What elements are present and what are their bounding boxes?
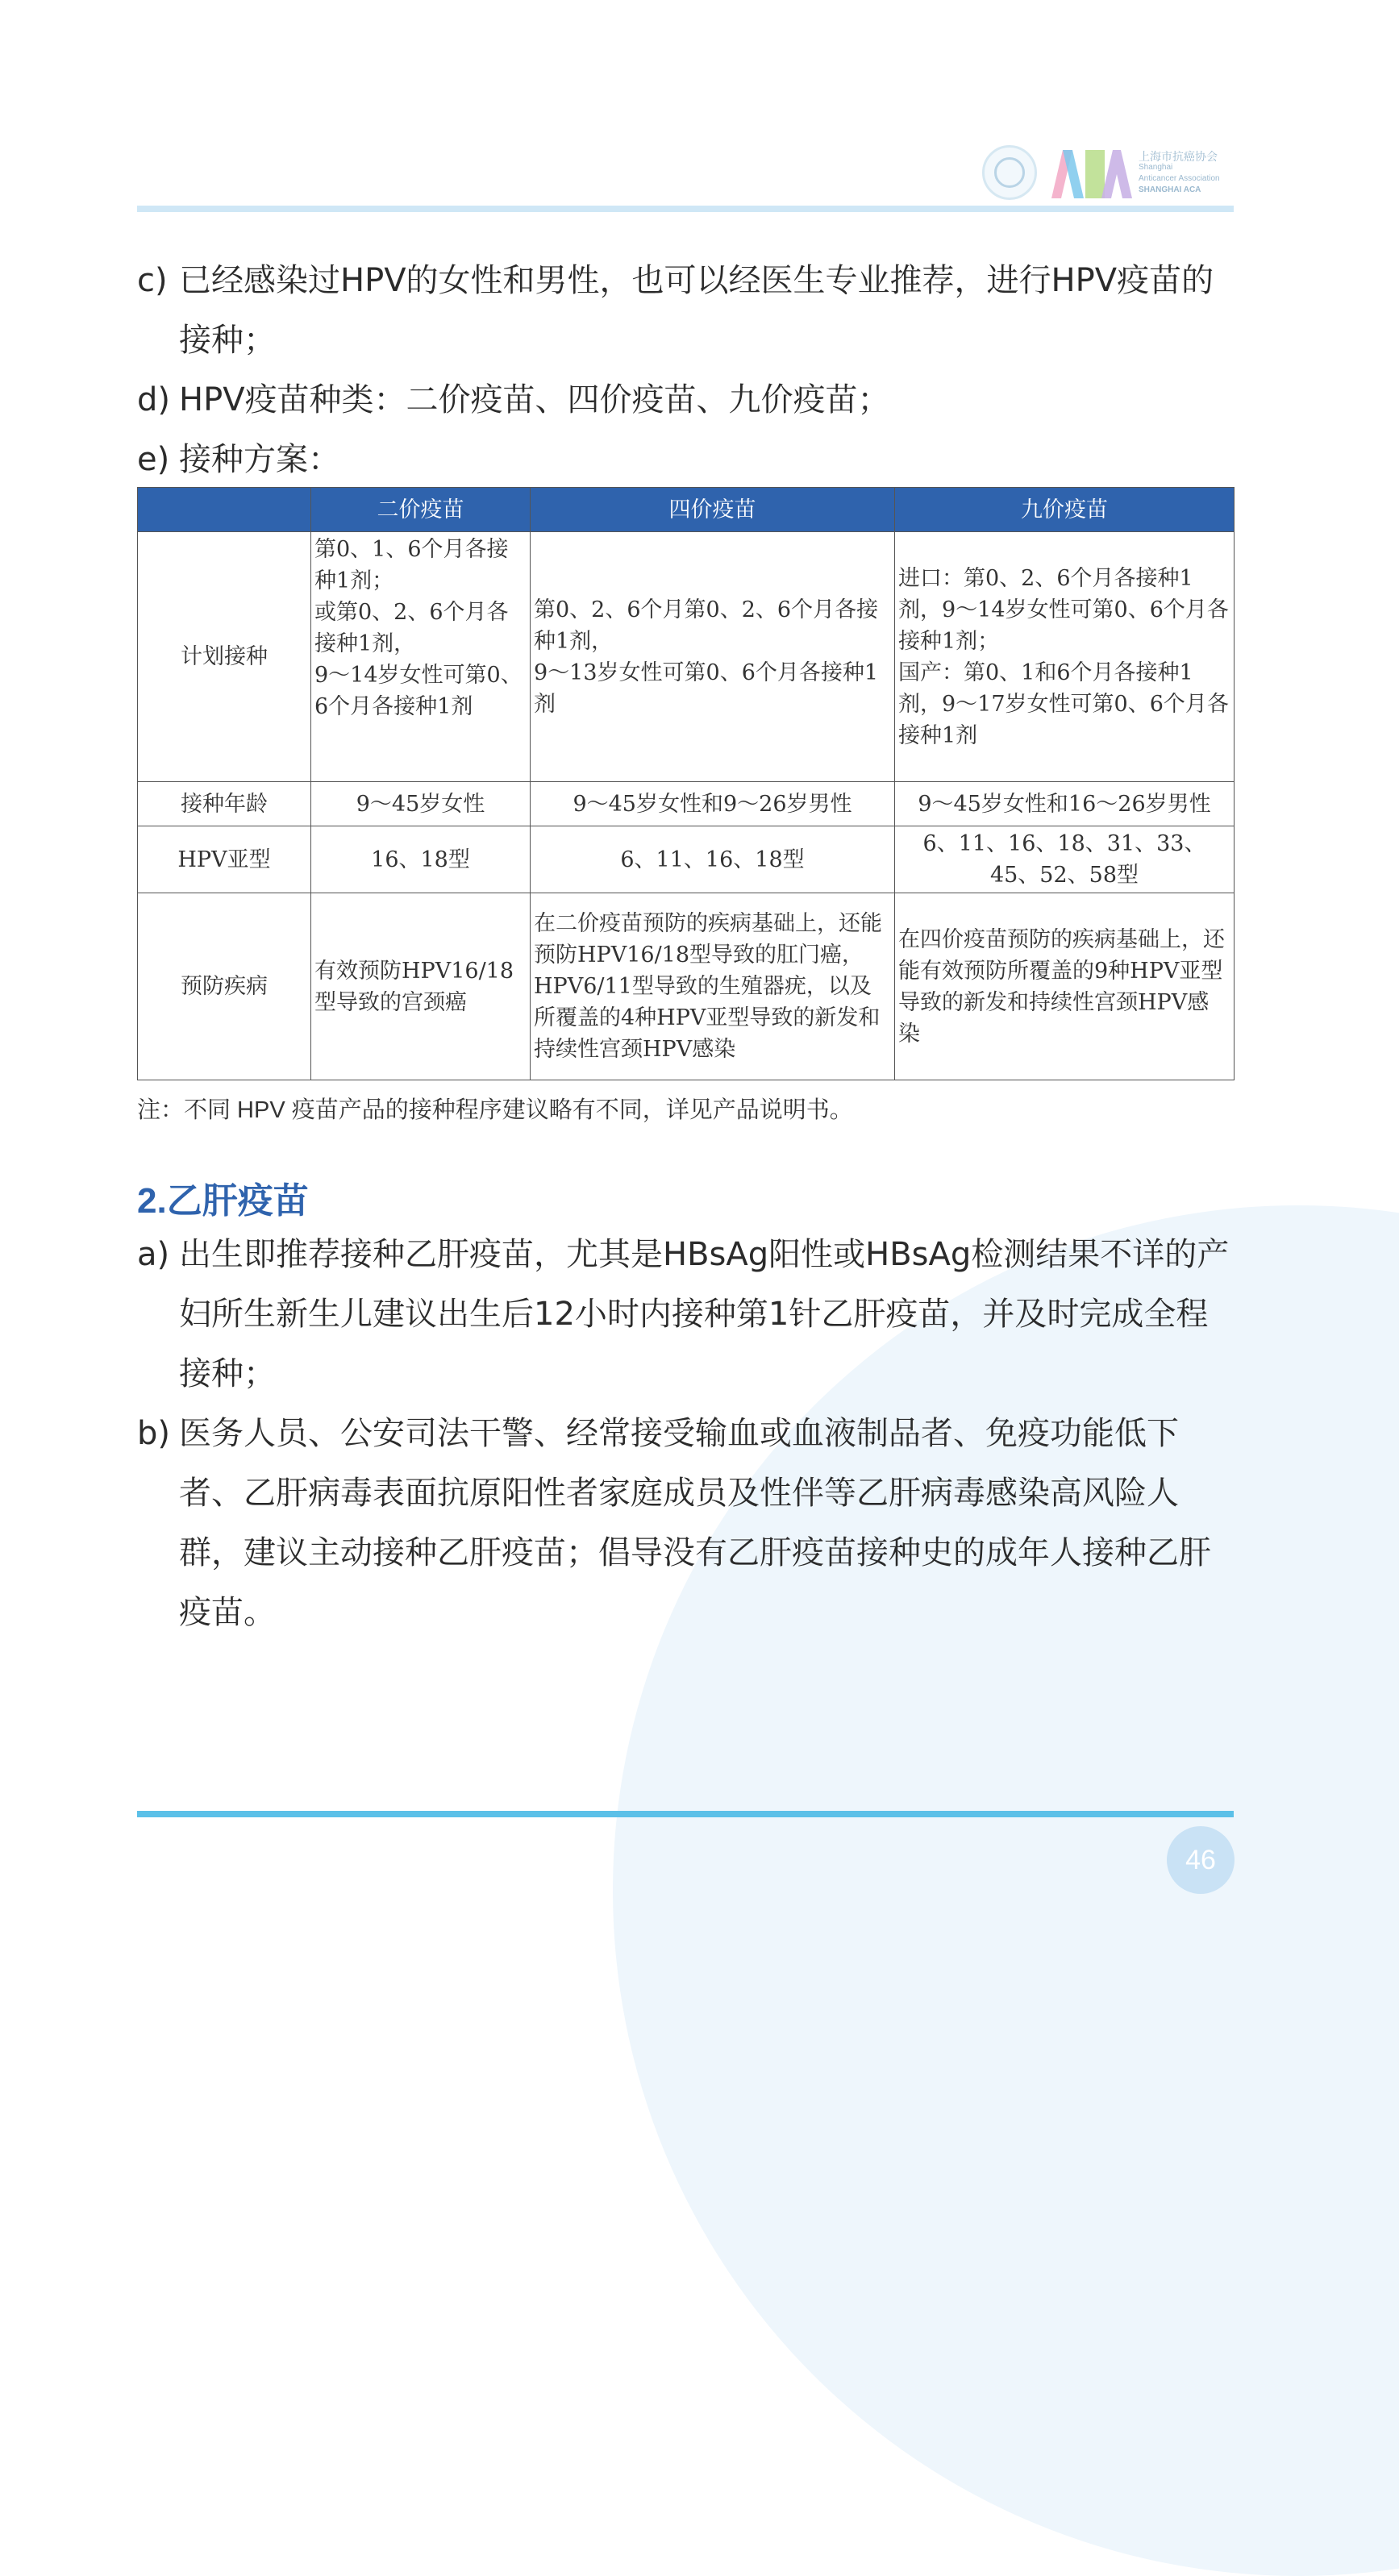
row-header-disease: 预防疾病 — [138, 893, 311, 1080]
list-item-label: c) — [137, 262, 168, 299]
cell-subtype-bivalent: 16、18型 — [311, 826, 531, 893]
table-row-subtype — [138, 826, 1235, 893]
cell-subtype-quadrivalent: 6、11、16、18型 — [531, 826, 895, 893]
logo-cn-name: 上海市抗癌协会 — [1139, 150, 1218, 163]
list-item-d — [137, 370, 1238, 430]
cell-schedule-quadrivalent: 第0、2、6个月第0、2、6个月各接种1剂， 9～13岁女性可第0、6个月各接种1剂 — [531, 532, 895, 782]
logo-en-line-3: SHANGHAI ACA — [1139, 185, 1201, 194]
row-header-subtype: HPV亚型 — [138, 826, 311, 893]
cell-schedule-bivalent: 第0、1、6个月各接种1剂； 或第0、2、6个月各接种1剂， 9～14岁女性可第0、6个月各接种1剂 — [311, 532, 531, 782]
table-row-age — [138, 782, 1235, 826]
row-header-schedule: 计划接种 — [138, 532, 311, 782]
cell-subtype-nonavalent: 6、11、16、18、31、33、45、52、58型 — [895, 826, 1235, 893]
footer-divider — [137, 1811, 1234, 1817]
table-header-nonavalent: 九价疫苗 — [895, 488, 1235, 532]
page-number: 46 — [1167, 1826, 1235, 1894]
logo-en-line-1: Shanghai — [1139, 163, 1173, 172]
row-header-age: 接种年龄 — [138, 782, 311, 826]
header-divider — [137, 206, 1234, 212]
table-header-quadrivalent: 四价疫苗 — [531, 488, 895, 532]
logo-en-line-2: Anticancer Association — [1139, 174, 1220, 183]
association-logo-text — [1139, 151, 1243, 196]
list-item-text: 出生即推荐接种乙肝疫苗，尤其是HBsAg阳性或HBsAg检测结果不详的产妇所生新生儿建议出生后12小时内接种第1针乙肝疫苗，并及时完成全程接种； — [179, 1236, 1230, 1392]
list-item-a — [137, 1225, 1238, 1404]
list-item-b — [137, 1404, 1238, 1642]
cell-disease-bivalent: 有效预防HPV16/18型导致的宫颈癌 — [311, 893, 531, 1080]
cell-disease-quadrivalent: 在二价疫苗预防的疾病基础上，还能预防HPV16/18型导致的肛门癌，HPV6/11型导致的生殖器疣，以及所覆盖的4种HPV亚型导致的新发和持续性宫颈HPV感染 — [531, 893, 895, 1080]
list-item-text: 医务人员、公安司法干警、经常接受输血或血液制品者、免疫功能低下者、乙肝病毒表面抗原阳性者家庭成员及性伴等乙肝病毒感染高风险人群，建议主动接种乙肝疫苗；倡导没有乙肝疫苗接种史的成年人接种乙肝疫苗。 — [179, 1415, 1211, 1631]
vaccine-schedule-table — [137, 487, 1235, 1080]
list-item-label: a) — [137, 1236, 170, 1273]
list-item-label: e) — [137, 441, 170, 478]
cell-age-nonavalent: 9～45岁女性和16～26岁男性 — [895, 782, 1235, 826]
cell-schedule-nonavalent: 进口：第0、2、6个月各接种1剂，9～14岁女性可第0、6个月各接种1剂； 国产：第0、1和6个月各接种1剂，9～17岁女性可第0、6个月各接种1剂 — [895, 532, 1235, 782]
list-item-label: b) — [137, 1415, 170, 1452]
cell-disease-nonavalent: 在四价疫苗预防的疾病基础上，还能有效预防所覆盖的9种HPV亚型导致的新发和持续性宫颈HPV感染 — [895, 893, 1235, 1080]
list-item-c — [137, 251, 1238, 370]
cell-age-quadrivalent: 9～45岁女性和9～26岁男性 — [531, 782, 895, 826]
list-item-text: 接种方案： — [179, 441, 340, 478]
cell-age-bivalent: 9～45岁女性 — [311, 782, 531, 826]
table-row-disease — [138, 893, 1235, 1080]
section-title: 2.乙肝疫苗 — [137, 1181, 309, 1221]
table-header-row — [138, 488, 1235, 532]
association-seal-logo — [982, 145, 1037, 200]
list-item-text: 已经感染过HPV的女性和男性，也可以经医生专业推荐，进行HPV疫苗的接种； — [179, 262, 1214, 359]
table-header-bivalent: 二价疫苗 — [311, 488, 531, 532]
table-note: 注：不同 HPV 疫苗产品的接种程序建议略有不同，详见产品说明书。 — [137, 1097, 853, 1123]
list-item-label: d) — [137, 381, 170, 418]
table-row-schedule — [138, 532, 1235, 782]
table-header-corner — [138, 488, 311, 532]
aca-logo — [1051, 150, 1132, 200]
list-item-e — [137, 430, 1238, 489]
list-item-text: HPV疫苗种类：二价疫苗、四价疫苗、九价疫苗； — [179, 381, 890, 418]
